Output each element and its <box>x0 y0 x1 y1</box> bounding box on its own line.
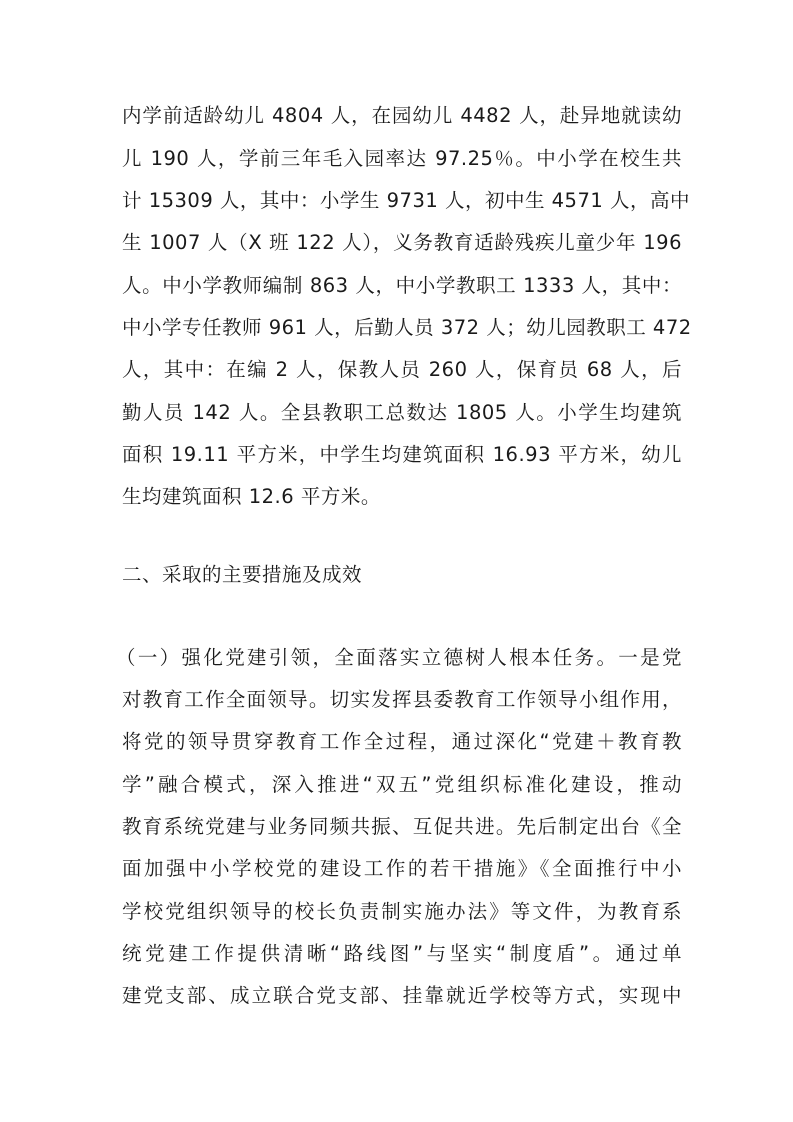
paragraph-2-line: 建党支部、成立联合党支部、挂靠就近学校等方式，实现中 <box>122 984 682 1007</box>
paragraph-2-line: 统党建工作提供清晰“路线图”与坚实“制度盾”。通过单 <box>122 942 682 965</box>
paragraph-1-line: 人，其中：在编 2 人，保教人员 260 人，保育员 68 人，后 <box>122 358 682 381</box>
paragraph-1-line: 面积 19.11 平方米，中学生均建筑面积 16.93 平方米，幼儿 <box>122 443 682 466</box>
paragraph-1-line: 人。中小学教师编制 863 人，中小学教职工 1333 人，其中： <box>122 274 682 297</box>
section-heading: 二、采取的主要措施及成效 <box>122 563 363 586</box>
paragraph-2-line: 将党的领导贯穿教育工作全过程，通过深化“党建＋教育教 <box>122 730 682 753</box>
paragraph-2-line: 学校党组织领导的校长负责制实施办法》等文件，为教育系 <box>122 900 682 923</box>
paragraph-2-line: 对教育工作全面领导。切实发挥县委教育工作领导小组作用， <box>122 688 682 711</box>
paragraph-1-line: 计 15309 人，其中：小学生 9731 人，初中生 4571 人，高中 <box>122 189 690 212</box>
paragraph-1-line: 勤人员 142 人。全县教职工总数达 1805 人。小学生均建筑 <box>122 401 682 424</box>
paragraph-1-line: 生均建筑面积 12.6 平方米。 <box>122 485 381 508</box>
paragraph-2-line: 面加强中小学校党的建设工作的若干措施》《全面推行中小 <box>122 857 682 880</box>
paragraph-2-line: （一）强化党建引领，全面落实立德树人根本任务。一是党 <box>116 646 682 669</box>
paragraph-2-line: 学”融合模式，深入推进“双五”党组织标准化建设，推动 <box>122 773 682 796</box>
paragraph-2-line: 教育系统党建与业务同频共振、互促共进。先后制定出台《全 <box>122 815 682 838</box>
paragraph-1-line: 中小学专任教师 961 人，后勤人员 372 人；幼儿园教职工 472 <box>122 316 692 339</box>
paragraph-1-line: 内学前适龄幼儿 4804 人，在园幼儿 4482 人，赴异地就读幼 <box>122 104 682 127</box>
paragraph-1-line: 生 1007 人（X 班 122 人），义务教育适龄残疾儿童少年 196 <box>122 231 682 254</box>
paragraph-1-line: 儿 190 人，学前三年毛入园率达 97.25％。中小学在校生共 <box>122 147 682 170</box>
